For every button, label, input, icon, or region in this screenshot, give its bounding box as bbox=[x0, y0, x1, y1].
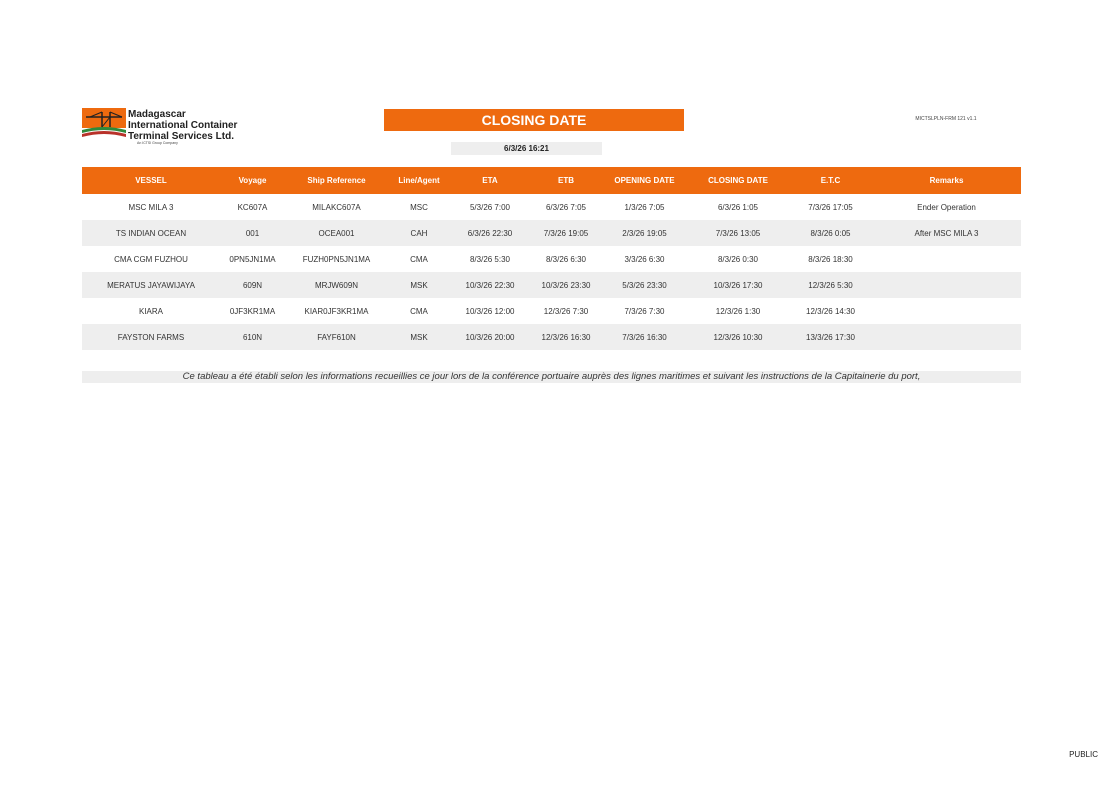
cell-etc: 7/3/26 17:05 bbox=[808, 202, 853, 212]
cell-eta: 8/3/26 5:30 bbox=[469, 254, 511, 264]
header-opening-date: OPENING DATE bbox=[602, 167, 687, 194]
cell-opening-date: 1/3/26 7:05 bbox=[624, 202, 665, 212]
cell-vessel: MSC MILA 3 bbox=[128, 202, 174, 212]
table-row bbox=[82, 220, 1021, 246]
table-row bbox=[82, 246, 1021, 272]
cell-etc: 12/3/26 14:30 bbox=[806, 306, 855, 316]
cell-eta: 6/3/26 22:30 bbox=[450, 220, 530, 246]
cell-vessel: KIARA bbox=[138, 306, 163, 316]
classification-label: PUBLIC bbox=[1069, 750, 1098, 759]
cell-voyage: KC607A bbox=[237, 202, 268, 212]
page-title: CLOSING DATE bbox=[384, 109, 684, 131]
cell-line-agent: MSK bbox=[388, 272, 450, 298]
cell-opening-date: 3/3/26 6:30 bbox=[624, 254, 665, 264]
cell-line-agent: MSC bbox=[410, 202, 428, 212]
table-row bbox=[82, 194, 1021, 220]
cell-vessel: FAYSTON FARMS bbox=[82, 324, 220, 350]
cell-line-agent: CAH bbox=[388, 220, 450, 246]
cell-eta: 10/3/26 20:00 bbox=[450, 324, 530, 350]
header-vessel: VESSEL bbox=[82, 167, 220, 194]
footnote: Ce tableau a été établi selon les informations recueillies ce jour lors de la conférence portuaire auprès des lignes maritimes et suivant les instructions de la Capitainerie du port, bbox=[82, 371, 1021, 383]
cell-eta: 5/3/26 7:00 bbox=[469, 202, 511, 212]
company-name: Madagascar International Container Terminal Services Ltd. bbox=[128, 109, 238, 142]
cell-opening-date: 5/3/26 23:30 bbox=[602, 272, 687, 298]
cell-remarks bbox=[872, 246, 1021, 272]
cell-ship-reference: KIAR0JF3KR1MA bbox=[304, 306, 369, 316]
cell-voyage: 610N bbox=[220, 324, 285, 350]
cell-etb: 12/3/26 16:30 bbox=[530, 324, 602, 350]
generated-date: 6/3/26 16:21 bbox=[451, 142, 602, 155]
cell-ship-reference: FUZH0PN5JN1MA bbox=[302, 254, 371, 264]
header-eta: ETA bbox=[450, 167, 530, 194]
cell-etb: 7/3/26 19:05 bbox=[530, 220, 602, 246]
crane-logo-icon bbox=[82, 108, 128, 140]
cell-voyage: 0JF3KR1MA bbox=[229, 306, 276, 316]
cell-closing-date: 8/3/26 0:30 bbox=[717, 254, 759, 264]
cell-remarks bbox=[872, 298, 1021, 324]
header-etb: ETB bbox=[530, 167, 602, 194]
cell-eta: 10/3/26 22:30 bbox=[450, 272, 530, 298]
cell-vessel: MERATUS JAYAWIJAYA bbox=[82, 272, 220, 298]
cell-etb: 10/3/26 23:30 bbox=[530, 272, 602, 298]
header-closing-date: CLOSING DATE bbox=[687, 167, 789, 194]
cell-opening-date: 7/3/26 7:30 bbox=[624, 306, 665, 316]
cell-etc: 8/3/26 18:30 bbox=[808, 254, 853, 264]
cell-etc: 13/3/26 17:30 bbox=[789, 324, 872, 350]
cell-voyage: 001 bbox=[220, 220, 285, 246]
cell-ship-reference: FAYF610N bbox=[285, 324, 388, 350]
cell-remarks bbox=[872, 272, 1021, 298]
cell-line-agent: CMA bbox=[410, 306, 428, 316]
form-code: MICTSLPLN-FRM 121 v1.1 bbox=[915, 116, 977, 122]
cell-closing-date: 7/3/26 13:05 bbox=[687, 220, 789, 246]
header-ship-reference: Ship Reference bbox=[285, 167, 388, 194]
header-remarks: Remarks bbox=[872, 167, 1021, 194]
header-voyage: Voyage bbox=[220, 167, 285, 194]
cell-eta: 10/3/26 12:00 bbox=[465, 306, 515, 316]
table-header-row bbox=[82, 167, 1021, 194]
cell-opening-date: 7/3/26 16:30 bbox=[602, 324, 687, 350]
cell-etb: 8/3/26 6:30 bbox=[545, 254, 587, 264]
closing-date-table bbox=[82, 167, 1021, 350]
cell-opening-date: 2/3/26 19:05 bbox=[602, 220, 687, 246]
cell-ship-reference: OCEA001 bbox=[285, 220, 388, 246]
table-row bbox=[82, 298, 1021, 324]
cell-etc: 12/3/26 5:30 bbox=[789, 272, 872, 298]
cell-line-agent: MSK bbox=[388, 324, 450, 350]
header-line-agent: Line/Agent bbox=[388, 167, 450, 194]
cell-remarks bbox=[872, 324, 1021, 350]
cell-vessel: TS INDIAN OCEAN bbox=[82, 220, 220, 246]
cell-line-agent: CMA bbox=[410, 254, 428, 264]
cell-etc: 8/3/26 0:05 bbox=[789, 220, 872, 246]
cell-closing-date: 12/3/26 10:30 bbox=[687, 324, 789, 350]
table-row bbox=[82, 272, 1021, 298]
company-subtitle: An ICTSI Group Company bbox=[137, 141, 178, 145]
company-logo bbox=[82, 108, 252, 148]
cell-closing-date: 12/3/26 1:30 bbox=[715, 306, 761, 316]
cell-remarks: Ender Operation bbox=[917, 202, 976, 212]
cell-etb: 6/3/26 7:05 bbox=[545, 202, 587, 212]
table-row bbox=[82, 324, 1021, 350]
cell-etb: 12/3/26 7:30 bbox=[543, 306, 589, 316]
cell-ship-reference: MILAKC607A bbox=[312, 202, 361, 212]
header-etc: E.T.C bbox=[789, 167, 872, 194]
cell-ship-reference: MRJW609N bbox=[285, 272, 388, 298]
cell-closing-date: 6/3/26 1:05 bbox=[717, 202, 759, 212]
cell-voyage: 0PN5JN1MA bbox=[229, 254, 276, 264]
cell-vessel: CMA CGM FUZHOU bbox=[114, 254, 188, 264]
cell-closing-date: 10/3/26 17:30 bbox=[687, 272, 789, 298]
cell-voyage: 609N bbox=[220, 272, 285, 298]
cell-remarks: After MSC MILA 3 bbox=[872, 220, 1021, 246]
